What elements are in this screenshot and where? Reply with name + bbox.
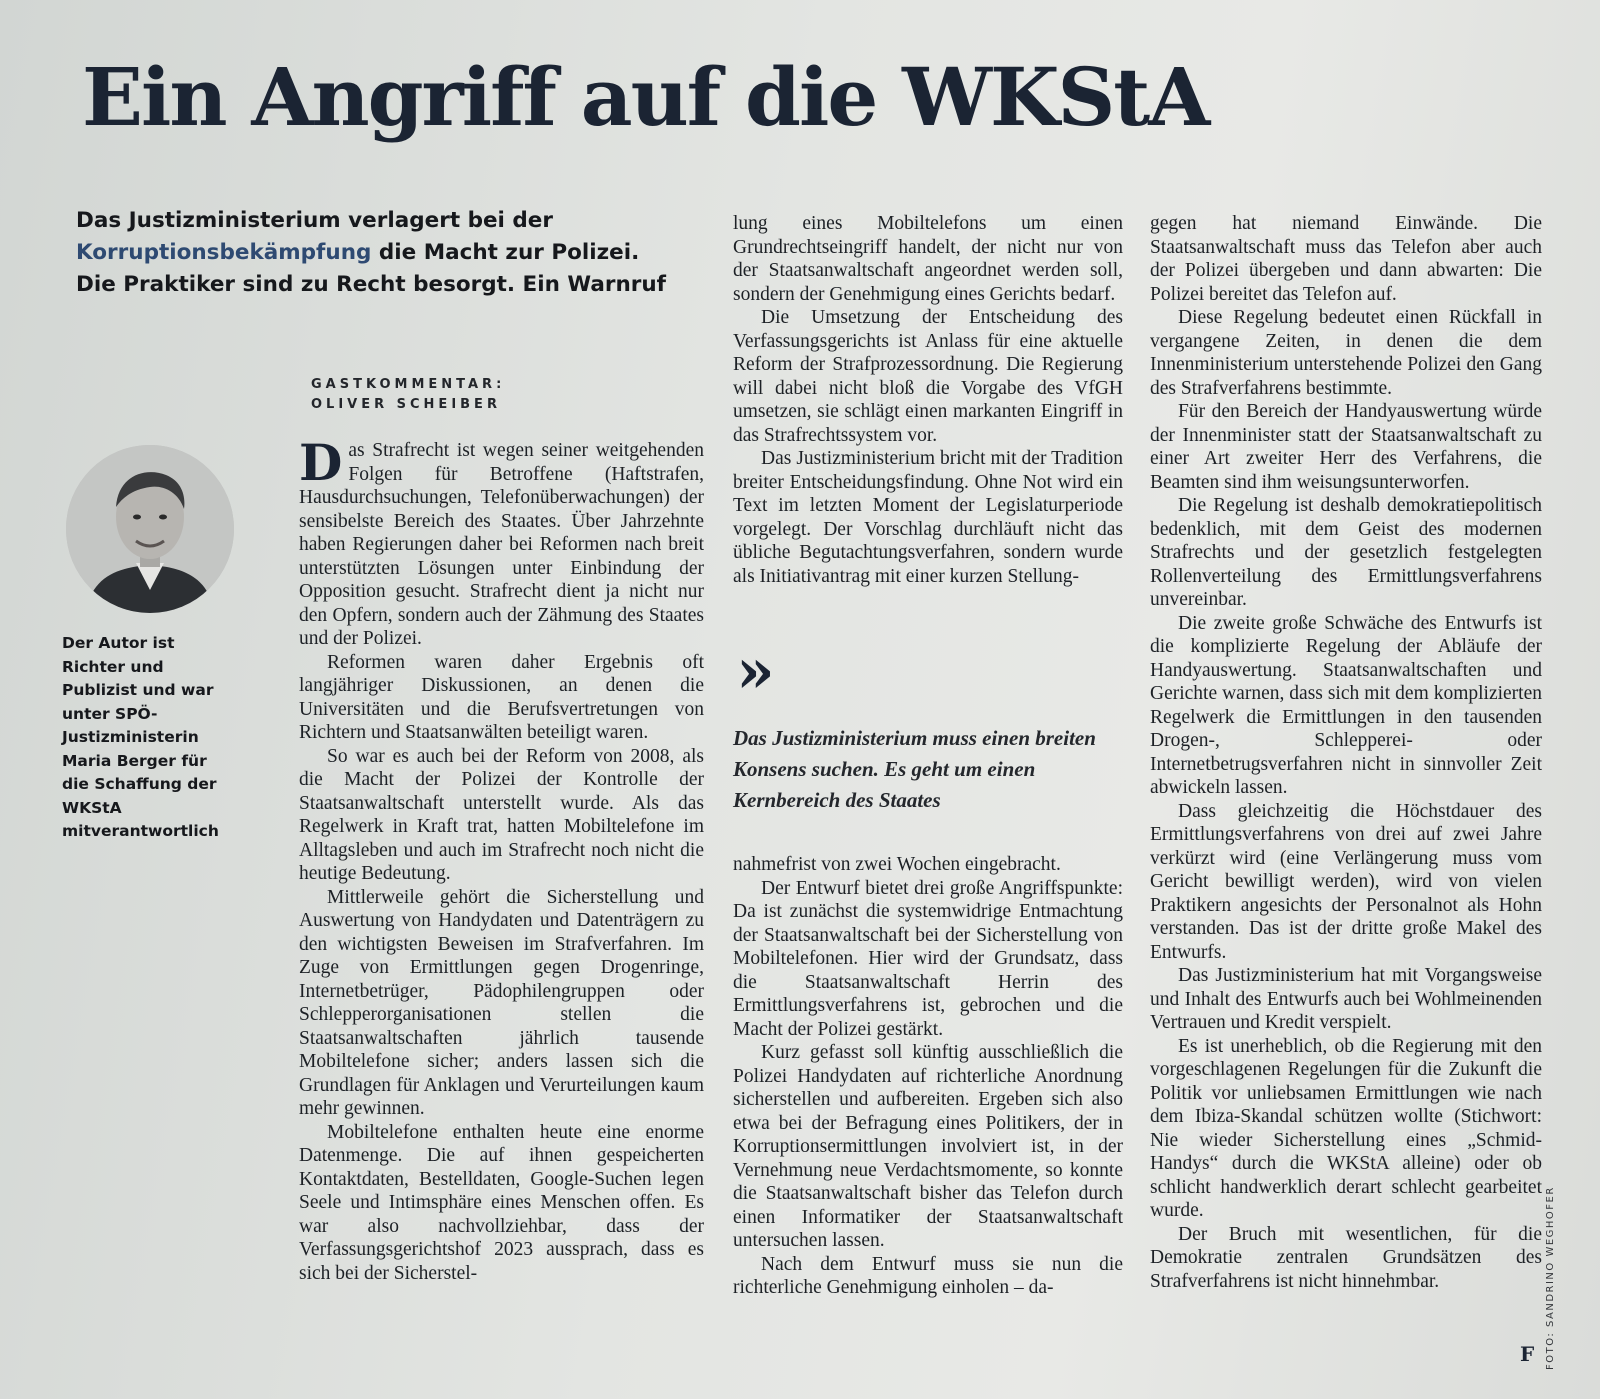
- paragraph: [299, 433, 704, 651]
- paragraph: gegen hat niemand Einwände. Die Staatsanwaltschaft muss das Telefon aber auch der Polizei übergeben und dann abwarten: Die Polizei bereitet das Telefon auf.: [1150, 213, 1542, 305]
- paragraph: nahmefrist von zwei Wochen eingebracht.: [733, 854, 1061, 875]
- paragraph: Diese Regelung bedeutet einen Rückfall in vergangene Zeiten, in denen die dem Innenministerium unterstehende Polizei den Gang des Strafverfahrens bestimmte.: [1150, 307, 1542, 399]
- drop-cap: D: [299, 433, 343, 492]
- paragraph: Für den Bereich der Handyauswertung würde der Innenminister statt der Staatsanwaltschaft zu einer Art zweiter Herr des Verfahrens, die Beamten sind ihm weisungsunterworfen.: [1150, 401, 1542, 493]
- paragraph: Der Entwurf bietet drei große Angriffspunkte: Da ist zunächst die systemwidrige Entmachtung der Staatsanwaltschaft bei der Sicherstellung von Mobiltelefonen. Hier wird der Grundsatz, dass die Staatsanwaltschaft Herrin des Ermittlungsverfahrens ist, gebrochen und die Macht der Polizei gestärkt.: [733, 877, 1123, 1040]
- end-mark-icon: F: [1520, 1342, 1535, 1366]
- subhead-line-2-rest: die Macht zur Polizei.: [371, 240, 640, 265]
- portrait-image: [66, 445, 234, 613]
- quote-mark-icon: »: [736, 634, 775, 707]
- article-column-1: [299, 433, 704, 1285]
- byline-label: GASTKOMMENTAR:: [311, 377, 506, 392]
- paragraph: Die zweite große Schwäche des Entwurfs ist die komplizierte Regelung der Abläufe der Handyauswertung. Staatsanwaltschaften und Gerichte warnen, dass sich mit dem komplizierten Regelwerk die Ermittlungen in den tausenden Drogen-, Schlepperei- oder Internetbetrugsverfahren nicht in sinnvoller Zeit abwickeln lassen.: [1150, 612, 1542, 798]
- paragraph: Nach dem Entwurf muss sie nun die richterliche Genehmigung einholen – da-: [733, 1253, 1123, 1298]
- paragraph: Mittlerweile gehört die Sicherstellung und Auswertung von Handydaten und Datenträgern zu den wichtigsten Beweisen im Strafverfahren. Im Zuge von Ermittlungen gegen Drogenringe, Internetbetrüger, Pädophilengruppen oder Schlepperorganisationen stellen die Staatsanwaltschaften jährlich tausende Mobiltelefone sicher; anders lassen sich die Grundlagen für Anklagen und Verurteilungen kaum mehr gewinnen.: [299, 886, 704, 1119]
- subhead-highlight: Korruptionsbekämpfung: [76, 240, 372, 265]
- paragraph: Dass gleichzeitig die Höchstdauer des Ermittlungsverfahrens von drei auf zwei Jahre verkürzt wird (eine Verlängerung muss vom Gericht bewilligt werden), wird von vielen Praktikern angesichts der Personalnot als Hohn verstanden. Das ist der dritte große Makel des Entwurfs.: [1150, 800, 1542, 963]
- article-column-2-top: [733, 212, 1123, 588]
- paragraph: Der Bruch mit wesentlichen, für die Demokratie zentralen Grundsätzen des Strafverfahrens ist nicht hinnehmbar.: [1150, 1223, 1542, 1292]
- paragraph: Die Regelung ist deshalb demokratiepolitisch bedenklich, mit dem Geist des modernen Strafrechts und der gesetzlich festgelegten Rollenverteilung des Ermittlungsverfahrens unvereinbar.: [1150, 495, 1542, 610]
- headline: Ein Angriff auf die WKStA: [82, 50, 1209, 144]
- paragraph: Das Justizministerium bricht mit der Tradition breiter Entscheidungsfindung. Ohne Not wird ein Text im letzten Moment der Legislaturperiode vorgelegt. Der Vorschlag durchläuft nicht das übliche Begutachtungsverfahren, sondern wurde als Initiativantrag mit einer kurzen Stellung-: [733, 448, 1123, 587]
- paragraph: Kurz gefasst soll künftig ausschließlich die Polizei Handydaten auf richterliche Anordnung sicherstellen und aufbereiten. Ergeben sich also etwa bei der Befragung eines Politikers, der in Korruptionsermittlungen involviert ist, in der Vernehmung neue Verdachtsmomente, so konnte die Staatsanwaltschaft bisher das Telefon durch einen Informatiker der Staatsanwaltschaft untersuchen lassen.: [733, 1042, 1123, 1251]
- subheadline: [76, 205, 676, 301]
- byline: [311, 375, 505, 415]
- paragraph: Es ist unerheblich, ob die Regierung mit den vorgeschlagenen Regelungen für die Zukunft die Politik vor unliebsamen Ermittlungen wie nach dem Ibiza-Skandal schützen wollte (Stichwort: Nie wieder Sicherstellung eines „Schmid-Handys“ durch die WKStA alleine) oder ob schlicht handwerklich derart schlecht gearbeitet wurde.: [1150, 1035, 1542, 1221]
- subhead-line-3: Die Praktiker sind zu Recht besorgt. Ein Warnruf: [76, 272, 667, 297]
- photo-credit: FOTO: SANDRINO WEGHOFER: [1545, 1186, 1556, 1370]
- paragraph: So war es auch bei der Reform von 2008, als die Macht der Polizei der Kontrolle der Staatsanwaltschaft unterstellt wurde. Als das Regelwerk in Kraft trat, hatten Mobiltelefone im Alltagsleben und auch im Strafrecht noch nicht die heutige Bedeutung.: [299, 745, 704, 884]
- article-column-3: [1150, 212, 1542, 1293]
- byline-author: OLIVER SCHEIBER: [311, 397, 501, 412]
- paragraph: Die Umsetzung der Entscheidung des Verfassungsgerichts ist Anlass für eine aktuelle Reform der Strafprozessordnung. Die Regierung will dabei nicht bloß die Vorgabe des VfGH umsetzen, sie schlägt einen markanten Eingriff in das Strafrechtssystem vor.: [733, 307, 1123, 446]
- pull-quote: Das Justizministerium muss einen breiten Konsens suchen. Es geht um einen Kernbereich des Staates: [733, 726, 1096, 812]
- paragraph: lung eines Mobiltelefons um einen Grundrechtseingriff handelt, der nicht nur von der Staatsanwaltschaft angeordnet werden soll, sondern der Genehmigung eines Gerichts bedarf.: [733, 213, 1123, 305]
- subhead-line-2: [76, 237, 676, 269]
- paragraph: Das Justizministerium hat mit Vorgangsweise und Inhalt des Entwurfs auch bei Wohlmeinenden Vertrauen und Kredit verspielt.: [1150, 965, 1542, 1033]
- article-column-2-bottom: [733, 853, 1123, 1300]
- paragraph: Mobiltelefone enthalten heute eine enorme Datenmenge. Die auf ihnen gespeicherten Kontaktdaten, Bestelldaten, Google-Suchen legen Seele und Intimsphäre eines Menschen offen. Es war also nachvollziehbar, dass der Verfassungsgerichtshof 2023 aussprach, dass es sich bei der Sicherstel-: [299, 1121, 704, 1284]
- subhead-line-1: Das Justizministerium verlagert bei der: [76, 208, 553, 233]
- paragraph: Reformen waren daher Ergebnis oft langjähriger Diskussionen, an denen die Universitäten und die Berufsvertretungen von Richtern und Staatsanwälten beteiligt waren.: [299, 651, 704, 743]
- author-bio: Der Autor ist Richter und Publizist und war unter SPÖ-Justizministerin Maria Berger für die Schaffung der WKStA mitverantwortlich: [62, 634, 219, 840]
- author-portrait: [66, 445, 234, 613]
- paragraph-text: as Strafrecht ist wegen seiner weitgehenden Folgen für Betroffene (Haftstrafen, Hausdurchsuchungen, Telefonüberwachungen) der sensibelste Bereich des Staates. Über Jahrzehnte haben Regierungen daher bei Reformen nach breit unterstützten Lösungen unter Einbindung der Opposition gesucht. Strafrecht dient ja nicht nur den Opfern, sondern auch der Zähmung des Staates und der Polizei.: [299, 440, 704, 649]
